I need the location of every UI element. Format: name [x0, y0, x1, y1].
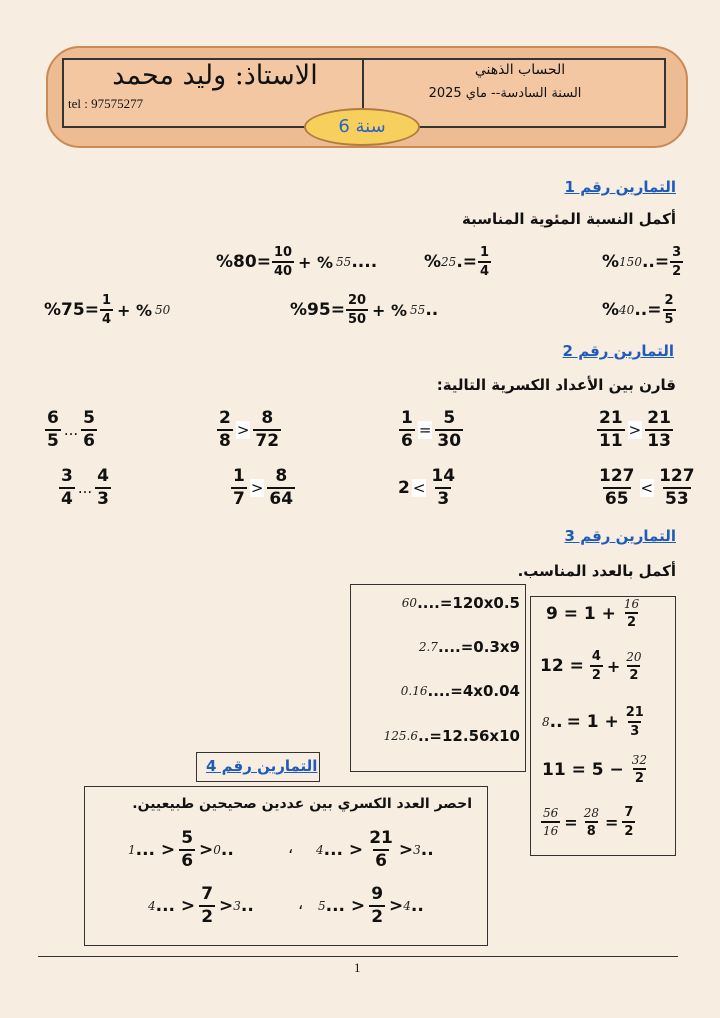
ex1-item: %95= $\frac{20}{50}$ + % 55 .. — [290, 293, 439, 327]
ex2-item: 2 < $\frac{14}{3}$ — [398, 466, 456, 509]
ex3-right-item: 11 = 5 − $\frac{32}{2}$ — [542, 753, 648, 786]
ex2-item: $\frac{6}{5}$ ... $\frac{5}{6}$ — [47, 408, 95, 451]
ex2-item: $\frac{1}{7}$ > $\frac{8}{64}$ — [233, 466, 294, 509]
ex4-item: 4 ... > $\frac{21}{6}$ > 3 .. — [316, 828, 434, 871]
ex2-title: التمارين رقم 2 — [562, 342, 674, 360]
sheet-subtitle: السنة السادسة-- ماي 2025 — [428, 86, 582, 101]
ex3-title: التمارين رقم 3 — [564, 527, 676, 545]
ex1-item: % 40 ..= $\frac{2}{5}$ — [602, 293, 674, 327]
ex3-instruction: أكمل بالعدد المناسب. — [517, 562, 676, 580]
ex3-left-item: 60 .... =120x0.5 — [401, 594, 520, 612]
ex2-instruction: قارن بين الأعداد الكسرية التالية: — [436, 376, 676, 394]
ex1-item: %80= $\frac{10}{40}$ + % 55 .... — [216, 245, 378, 279]
ex3-right-item: $\frac{56}{16}$ = $\frac{28}{8}$ = $\frac{7}{2}$ — [543, 805, 634, 839]
ex1-item: % 25 .= $\frac{1}{4}$ — [424, 245, 490, 279]
ex4-item: 4 ... > $\frac{7}{2}$ > 3 .. — [148, 884, 254, 927]
ex2-item: $\frac{3}{4}$ ... $\frac{4}{3}$ — [61, 466, 109, 509]
ex3-left-item: 2.7 .... =0.3x9 — [418, 638, 520, 656]
sheet-title: الحساب الذهني — [474, 62, 566, 78]
level-badge: سنة 6 — [304, 108, 420, 146]
teacher-name: الاستاذ: وليد محمد — [112, 60, 318, 91]
teacher-phone: tel : 97575277 — [68, 96, 144, 111]
ex4-title: التمارين رقم 4 — [206, 757, 318, 775]
ex4-separator: ، — [288, 838, 294, 857]
ex4-instruction: احصر العدد الكسري بين عددين صحيحين طبيعيين. — [132, 796, 472, 812]
ex2-item: $\frac{2}{8}$ > $\frac{8}{72}$ — [219, 408, 280, 451]
ex4-item: 1 ... > $\frac{5}{6}$ > 0 .. — [128, 828, 234, 871]
ex3-left-item: 0.16 .... =4x0.04 — [400, 682, 520, 700]
ex1-instruction: أكمل النسبة المئوية المناسبة — [462, 210, 676, 228]
ex4-item: 5 ... > $\frac{9}{2}$ > 4 .. — [318, 884, 424, 927]
page-number: 1 — [354, 960, 361, 975]
ex3-right-item: 8 .. = 1 + $\frac{21}{3}$ — [542, 705, 644, 739]
ex3-right-item: 12 = $\frac{4}{2}$ + $\frac{20}{2}$ — [540, 649, 642, 683]
ex1-item: %75= $\frac{1}{4}$ + % 50 — [44, 293, 171, 327]
ex4-separator: ، — [298, 894, 304, 913]
ex3-left-item: 125.6 .. =12.56x10 — [383, 727, 520, 745]
ex3-right-item: 9 = 1 + $\frac{16}{2}$ — [546, 597, 640, 630]
ex1-title: التمارين رقم 1 — [564, 178, 676, 196]
footer-rule — [38, 956, 678, 957]
ex1-item: % 150 ..= $\frac{3}{2}$ — [602, 245, 682, 279]
ex2-item: $\frac{127}{65}$ < $\frac{127}{53}$ — [599, 466, 695, 509]
ex2-item: $\frac{1}{6}$ = $\frac{5}{30}$ — [401, 408, 462, 451]
ex2-item: $\frac{21}{11}$ > $\frac{21}{13}$ — [599, 408, 671, 451]
